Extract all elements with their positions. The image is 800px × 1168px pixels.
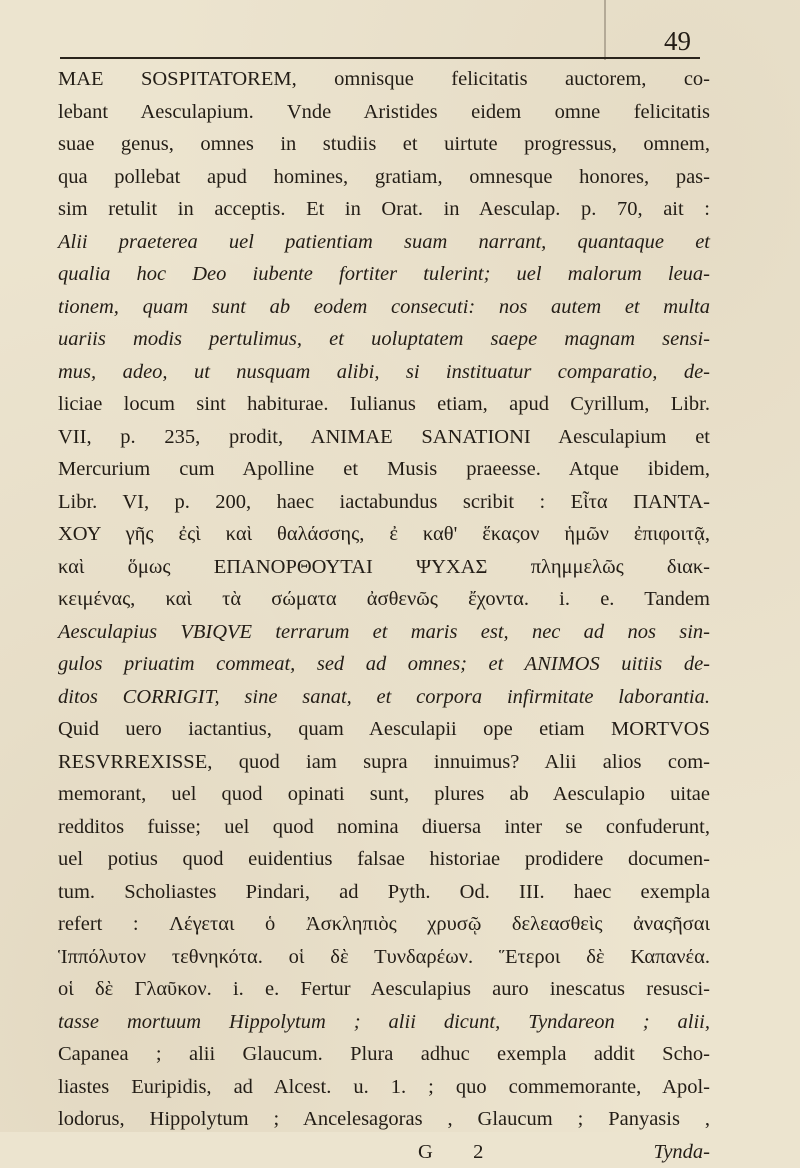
text-line: qualia hoc Deo iubente fortiter tulerint; uel malorum leua- <box>58 258 710 291</box>
text-line: VII, p. 235, prodit, ANIMAE SANATIONI Aesculapium et <box>58 421 710 454</box>
body-text <box>58 63 710 1168</box>
text-line: ditos CORRIGIT, sine sanat, et corpora infirmitate laborantia. <box>58 681 710 714</box>
text-line: Capanea ; alii Glaucum. Plura adhuc exempla addit Scho- <box>58 1038 710 1071</box>
text-line: Quid uero iactantius, quam Aesculapii ope etiam MORTVOS <box>58 713 710 746</box>
catchword: Tynda- <box>653 1141 710 1163</box>
header-rule <box>60 57 700 59</box>
text-line: qua pollebat apud homines, gratiam, omnesque honores, pas- <box>58 161 710 194</box>
text-line: uel potius quod euidentius falsae historiae prodidere documen- <box>58 843 710 876</box>
text-line: liciae locum sint habiturae. Iulianus etiam, apud Cyrillum, Libr. <box>58 388 710 421</box>
text-line: tasse mortuum Hippolytum ; alii dicunt, Tyndareon ; alii, <box>58 1006 710 1039</box>
text-line: memorant, uel quod opinati sunt, plures ab Aesculapio uitae <box>58 778 710 811</box>
text-line: κειμένας, καὶ τὰ σώματα ἀσθενῶς ἔχοντα. i. e. Tandem <box>58 583 710 616</box>
text-line: lodorus, Hippolytum ; Ancelesagoras , Glaucum ; Panyasis , <box>58 1103 710 1136</box>
text-line: sim retulit in acceptis. Et in Orat. in Aesculap. p. 70, ait : <box>58 193 710 226</box>
text-line: uariis modis pertulimus, et uoluptatem saepe magnam sensi- <box>58 323 710 356</box>
text-line: καὶ ὅμως ΕΠΑΝΟΡΘΟΥΤΑΙ ΨΥΧΑΣ πλημμελῶς διακ- <box>58 551 710 584</box>
text-line: Mercurium cum Apolline et Musis praeesse. Atque ibidem, <box>58 453 710 486</box>
text-line: suae genus, omnes in studiis et uirtute progressus, omnem, <box>58 128 710 161</box>
text-line: Aesculapius VBIQVE terrarum et maris est, nec ad nos sin- <box>58 616 710 649</box>
signature-mark: G 2 <box>418 1141 483 1163</box>
text-line: refert : Λέγεται ὁ Ἀσκληπιὸς χρυσῷ δελεασθεὶς ἀναςῆσαι <box>58 908 710 941</box>
text-line: tum. Scholiastes Pindari, ad Pyth. Od. III. haec exempla <box>58 876 710 909</box>
text-line: lebant Aesculapium. Vnde Aristides eidem omne felicitatis <box>58 96 710 129</box>
text-line: MAE SOSPITATOREM, omnisque felicitatis auctorem, co- <box>58 63 710 96</box>
text-line: Alii praeterea uel patientiam suam narrant, quantaque et <box>58 226 710 259</box>
text-line: RESVRREXISSE, quod iam supra innuimus? Alii alios com- <box>58 746 710 779</box>
text-line: οἱ δὲ Γλαῦκον. i. e. Fertur Aesculapius auro inescatus resusci- <box>58 973 710 1006</box>
text-line: redditos fuisse; uel quod nomina diuersa inter se confuderunt, <box>58 811 710 844</box>
text-line: mus, adeo, ut nusquam alibi, si instituatur comparatio, de- <box>58 356 710 389</box>
page-number: 49 <box>664 26 691 56</box>
text-line: liastes Euripidis, ad Alcest. u. 1. ; quo commemorante, Apol- <box>58 1071 710 1104</box>
page-fold-crease <box>604 0 606 60</box>
text-line: ΧΟΥ γῆς ἐςὶ καὶ θαλάσσης, ἐ καθ' ἕκαςον ἡμῶν ἐπιφοιτᾷ, <box>58 518 710 551</box>
text-line: Ἱππόλυτον τεθνηκότα. οἱ δὲ Τυνδαρέων. Ἕτεροι δὲ Καπανέα. <box>58 941 710 974</box>
text-line: gulos priuatim commeat, sed ad omnes; et ANIMOS uitiis de- <box>58 648 710 681</box>
text-line: Libr. VI, p. 200, haec iactabundus scribit : Εἶτα ΠΑΝΤΑ- <box>58 486 710 519</box>
text-line: tionem, quam sunt ab eodem consecuti: nos autem et multa <box>58 291 710 324</box>
footer-line <box>58 1136 710 1168</box>
